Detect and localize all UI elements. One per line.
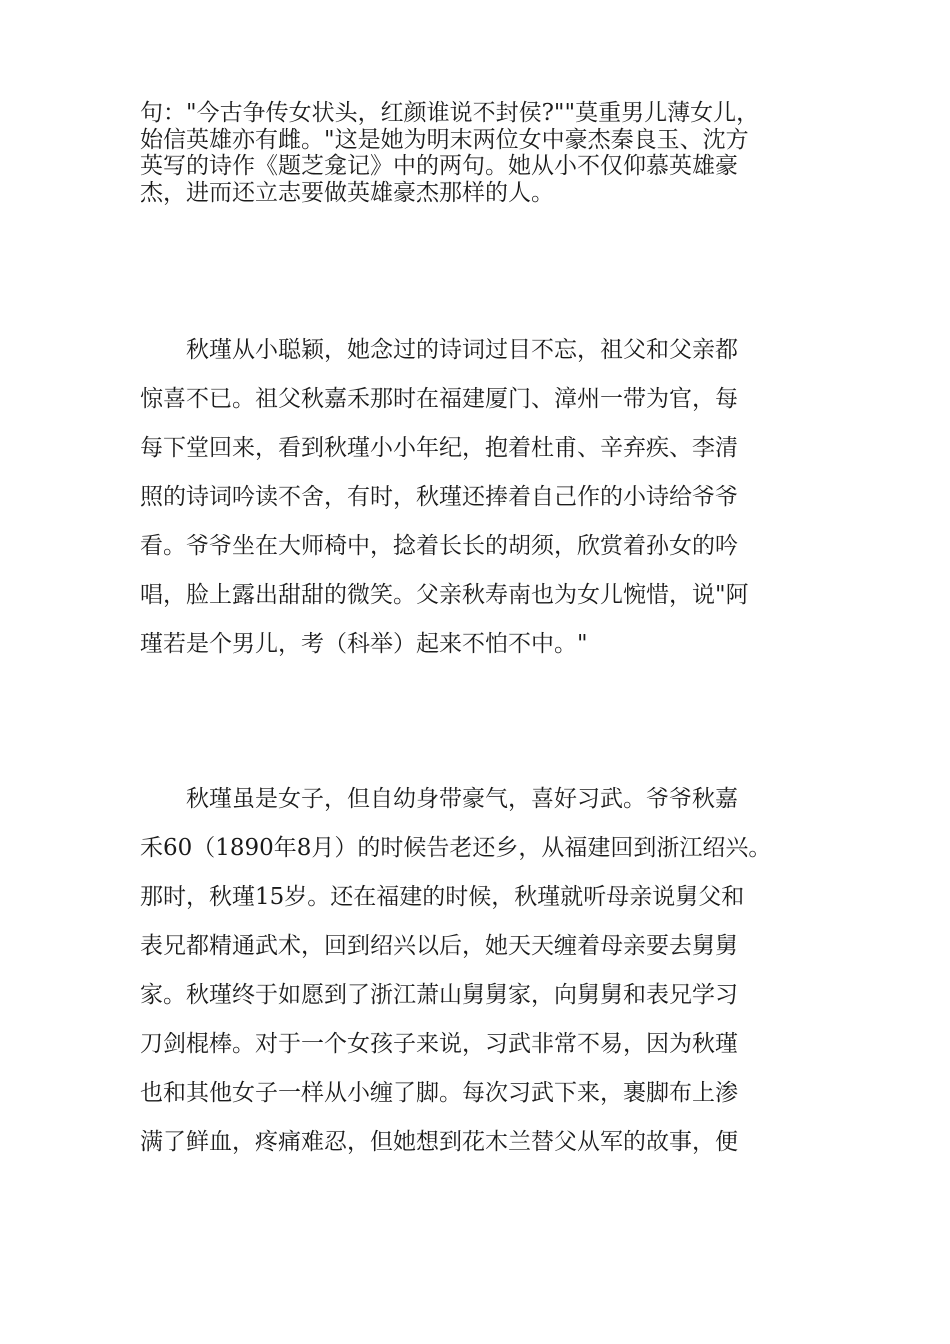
text-line: 家。秋瑾终于如愿到了浙江萧山舅舅家，向舅舅和表兄学习 [140, 982, 738, 1008]
paragraph-childhood [140, 326, 810, 669]
text-line: 看。爷爷坐在大师椅中，捻着长长的胡须，欣赏着孙女的吟 [140, 533, 738, 559]
text-line: 秋瑾从小聪颖，她念过的诗词过目不忘，祖父和父亲都 [140, 337, 738, 363]
text-line: 瑾若是个男儿，考（科举）起来不怕不中。" [140, 631, 588, 657]
text-line: 杰，进而还立志要做英雄豪杰那样的人。 [140, 179, 554, 206]
text-line: 始信英雄亦有雌。"这是她为明末两位女中豪杰秦良玉、沈方 [140, 126, 749, 153]
text-line: 那时，秋瑾15岁。还在福建的时候，秋瑾就听母亲说舅父和 [140, 884, 745, 910]
text-line: 也和其他女子一样从小缠了脚。每次习武下来，裹脚布上渗 [140, 1080, 738, 1106]
text-line: 禾60（1890年8月）的时候告老还乡，从福建回到浙江绍兴。 [140, 835, 772, 861]
text-line: 英写的诗作《题芝龛记》中的两句。她从小不仅仰慕英雄豪 [140, 153, 738, 179]
paragraph-quote-continuation [140, 100, 810, 206]
text-line: 句："今古争传女状头，红颜谁说不封侯?""莫重男儿薄女儿， [140, 100, 760, 126]
text-line: 刀剑棍棒。对于一个女孩子来说，习武非常不易，因为秋瑾 [140, 1031, 738, 1057]
text-line: 唱，脸上露出甜甜的微笑。父亲秋寿南也为女儿惋惜，说"阿 [140, 582, 749, 608]
text-line: 照的诗词吟读不舍，有时，秋瑾还捧着自己作的小诗给爷爷 [140, 484, 738, 510]
text-line: 表兄都精通武术，回到绍兴以后，她天天缠着母亲要去舅舅 [140, 933, 738, 959]
text-line: 惊喜不已。祖父秋嘉禾那时在福建厦门、漳州一带为官，每 [140, 386, 738, 412]
text-line: 每下堂回来，看到秋瑾小小年纪，抱着杜甫、辛弃疾、李清 [140, 435, 738, 461]
text-line: 满了鲜血，疼痛难忍，但她想到花木兰替父从军的故事，便 [140, 1129, 738, 1155]
text-line: 秋瑾虽是女子，但自幼身带豪气，喜好习武。爷爷秋嘉 [140, 786, 738, 812]
paragraph-martial-arts [140, 775, 840, 1167]
